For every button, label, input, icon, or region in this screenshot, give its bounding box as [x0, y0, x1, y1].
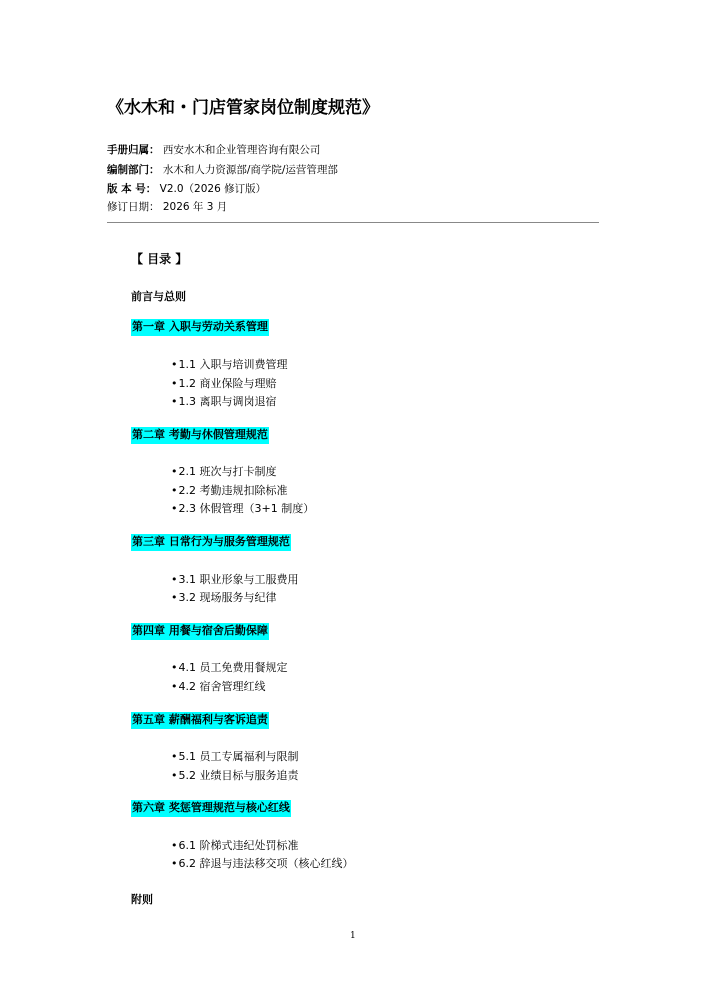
toc-item-2-3: •2.3 休假管理（3+1 制度） — [171, 502, 315, 515]
meta-value: 水木和人力资源部/商学院/运营管理部 — [162, 164, 338, 176]
toc-item-4-2: •4.2 宿舍管理红线 — [171, 680, 266, 693]
header-divider — [107, 222, 599, 223]
page-number: 1 — [350, 931, 356, 941]
toc-front-matter: 前言与总则 — [131, 290, 186, 303]
meta-label: 编制部门： — [107, 164, 160, 176]
toc-item-3-2: •3.2 现场服务与纪律 — [171, 591, 277, 604]
toc-chapter-2: 第二章 考勤与休假管理规范 — [131, 427, 269, 444]
toc-item-4-1: •4.1 员工免费用餐规定 — [171, 661, 288, 674]
toc-chapter-3: 第三章 日常行为与服务管理规范 — [131, 534, 291, 551]
toc-item-2-1: •2.1 班次与打卡制度 — [171, 465, 277, 478]
meta-department — [107, 162, 338, 177]
toc-item-3-1: •3.1 职业形象与工服费用 — [171, 573, 299, 586]
toc-chapter-4: 第四章 用餐与宿舍后勤保障 — [131, 623, 269, 640]
meta-owner — [107, 142, 320, 157]
toc-item-6-2: •6.2 辞退与违法移交项（核心红线） — [171, 857, 354, 870]
toc-item-5-2: •5.2 业绩目标与服务追责 — [171, 769, 299, 782]
meta-value: V2.0（2026 修订版） — [159, 183, 267, 195]
toc-heading: 【 目录 】 — [131, 252, 188, 266]
toc-chapter-1: 第一章 入职与劳动关系管理 — [131, 319, 269, 336]
document-title: 《水木和・门店管家岗位制度规范》 — [107, 98, 379, 118]
toc-item-6-1: •6.1 阶梯式违纪处罚标准 — [171, 839, 299, 852]
toc-item-1-1: •1.1 入职与培训费管理 — [171, 358, 288, 371]
toc-chapter-6: 第六章 奖惩管理规范与核心红线 — [131, 800, 291, 817]
toc-item-1-2: •1.2 商业保险与理赔 — [171, 377, 277, 390]
meta-label: 修订日期： — [107, 201, 160, 213]
meta-version — [107, 181, 266, 196]
meta-value: 西安水木和企业管理咨询有限公司 — [162, 144, 321, 156]
toc-item-5-1: •5.1 员工专属福利与限制 — [171, 750, 299, 763]
toc-item-1-3: •1.3 离职与调岗退宿 — [171, 395, 277, 408]
meta-value: 2026 年 3 月 — [162, 201, 228, 213]
toc-appendix: 附则 — [131, 893, 153, 906]
toc-item-2-2: •2.2 考勤违规扣除标准 — [171, 484, 288, 497]
toc-chapter-5: 第五章 薪酬福利与客诉追责 — [131, 712, 269, 729]
meta-label: 手册归属： — [107, 144, 160, 156]
meta-revision-date — [107, 199, 227, 214]
meta-label: 版 本 号： — [107, 183, 157, 195]
